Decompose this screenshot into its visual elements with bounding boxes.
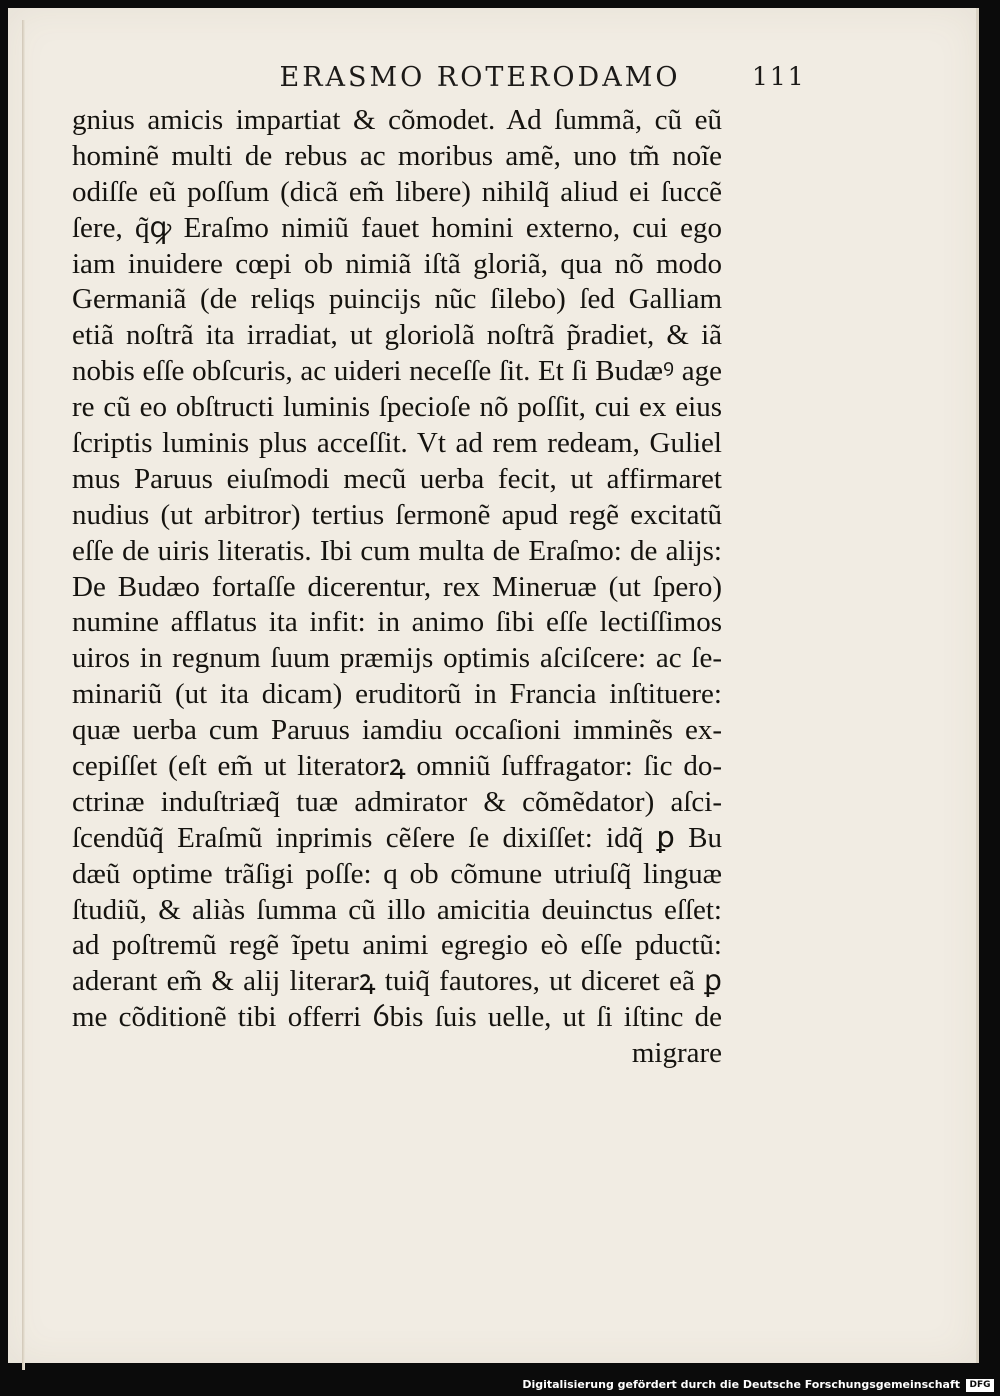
text-line: iam inuidere cœpi ob nimiã iſtã gloriã, qua nõ modo [72, 247, 722, 280]
text-line: ſcriptis luminis plus acceſſit. Vt ad rem redeam, Guliel [72, 427, 722, 460]
text-line: eſſe de uiris literatis. Ibi cum multa de Eraſmo: de alijs: [72, 534, 722, 567]
text-line: numine afflatus ita infit: in animo ſibi eſſe lectiſſimos [72, 606, 722, 639]
text-line: dæũ optime trãſigi poſſe: q ob cõmune utriuſq̃ linguæ [72, 857, 722, 890]
text-line: quæ uerba cum Paruus iamdiu occaſioni imminẽs ex- [72, 714, 722, 747]
text-line: odiſſe eũ poſſum (dicã em̃ libere) nihilq̃ aliud ei ſuccẽ [72, 175, 722, 208]
page-gutter-edge [22, 20, 25, 1370]
text-line: nobis eſſe obſcuris, ac uideri neceſſe ſit. Et ſi Budæꝰ age [72, 355, 722, 388]
text-line: ctrinæ induſtriæq̃ tuæ admirator & cõmẽdator) aſci- [72, 785, 722, 818]
text-line: De Budæo fortaſſe dicerentur, rex Mineruæ (ut ſpero) [72, 570, 722, 603]
text-line: ſtudiũ, & aliàs ſumma cũ illo amicitia deuinctus eſſet: [72, 893, 722, 926]
text-line: nudius (ut arbitror) tertius ſermonẽ apud regẽ excitatũ [72, 498, 722, 531]
text-line: me cõditionẽ tibi offerri ỽbis ſuis uelle, ut ſi iſtinc de [72, 1001, 722, 1034]
text-line: aderant em̃ & alij literarꝝ tuiq̃ fautores, ut diceret eã ꝑ [72, 965, 722, 998]
text-line: migrare [631, 1037, 722, 1070]
running-title: ERASMO ROTERODAMO [279, 62, 681, 93]
text-line: gnius amicis impartiat & cõmodet. Ad ſummã, cũ eũ [72, 104, 722, 136]
text-line: cepiſſet (eſt em̃ ut literatorꝝ omniũ ſuffragator: ſic do- [72, 750, 722, 783]
text-line: hominẽ multi de rebus ac moribus amẽ, uno tm̃ noĩe [72, 139, 722, 172]
text-line: minariũ (ut ita dicam) eruditorũ in Francia inſtituere: [72, 678, 722, 711]
text-line: uiros in regnum ſuum præmijs optimis aſciſcere: ac ſe- [72, 642, 722, 675]
dfg-logo: DFG [966, 1379, 994, 1392]
funding-credit: Digitalisierung gefördert durch die Deutsche Forschungsgemeinschaft [522, 1378, 960, 1391]
text-line: ſcendũq̃ Eraſmũ inprimis cẽſere ſe dixiſſet: idq̃ ꝑ Bu [72, 821, 722, 854]
page-body-text [72, 103, 722, 1072]
digitization-footer [522, 1374, 1000, 1396]
text-line: ad poſtremũ regẽ ĩpetu animi egregio eò eſſe pductũ: [72, 929, 722, 962]
text-line: mus Paruus eiuſmodi mecũ uerba fecit, ut affirmaret [72, 462, 722, 495]
text-line: re cũ eo obſtructi luminis ſpecioſe nõ poſſit, cui ex eius [72, 391, 722, 424]
text-line: ſere, q̃ꝙ Eraſmo nimiũ fauet homini externo, cui ego [72, 211, 722, 244]
folio-number: 111 [752, 62, 806, 91]
text-line: etiã noſtrã ita irradiat, ut gloriolã noſtrã p̃radiet, & iã [72, 319, 722, 352]
text-line: Germaniã (de reliqs puincijs nũc ſilebo) ſed Galliam [72, 283, 722, 316]
